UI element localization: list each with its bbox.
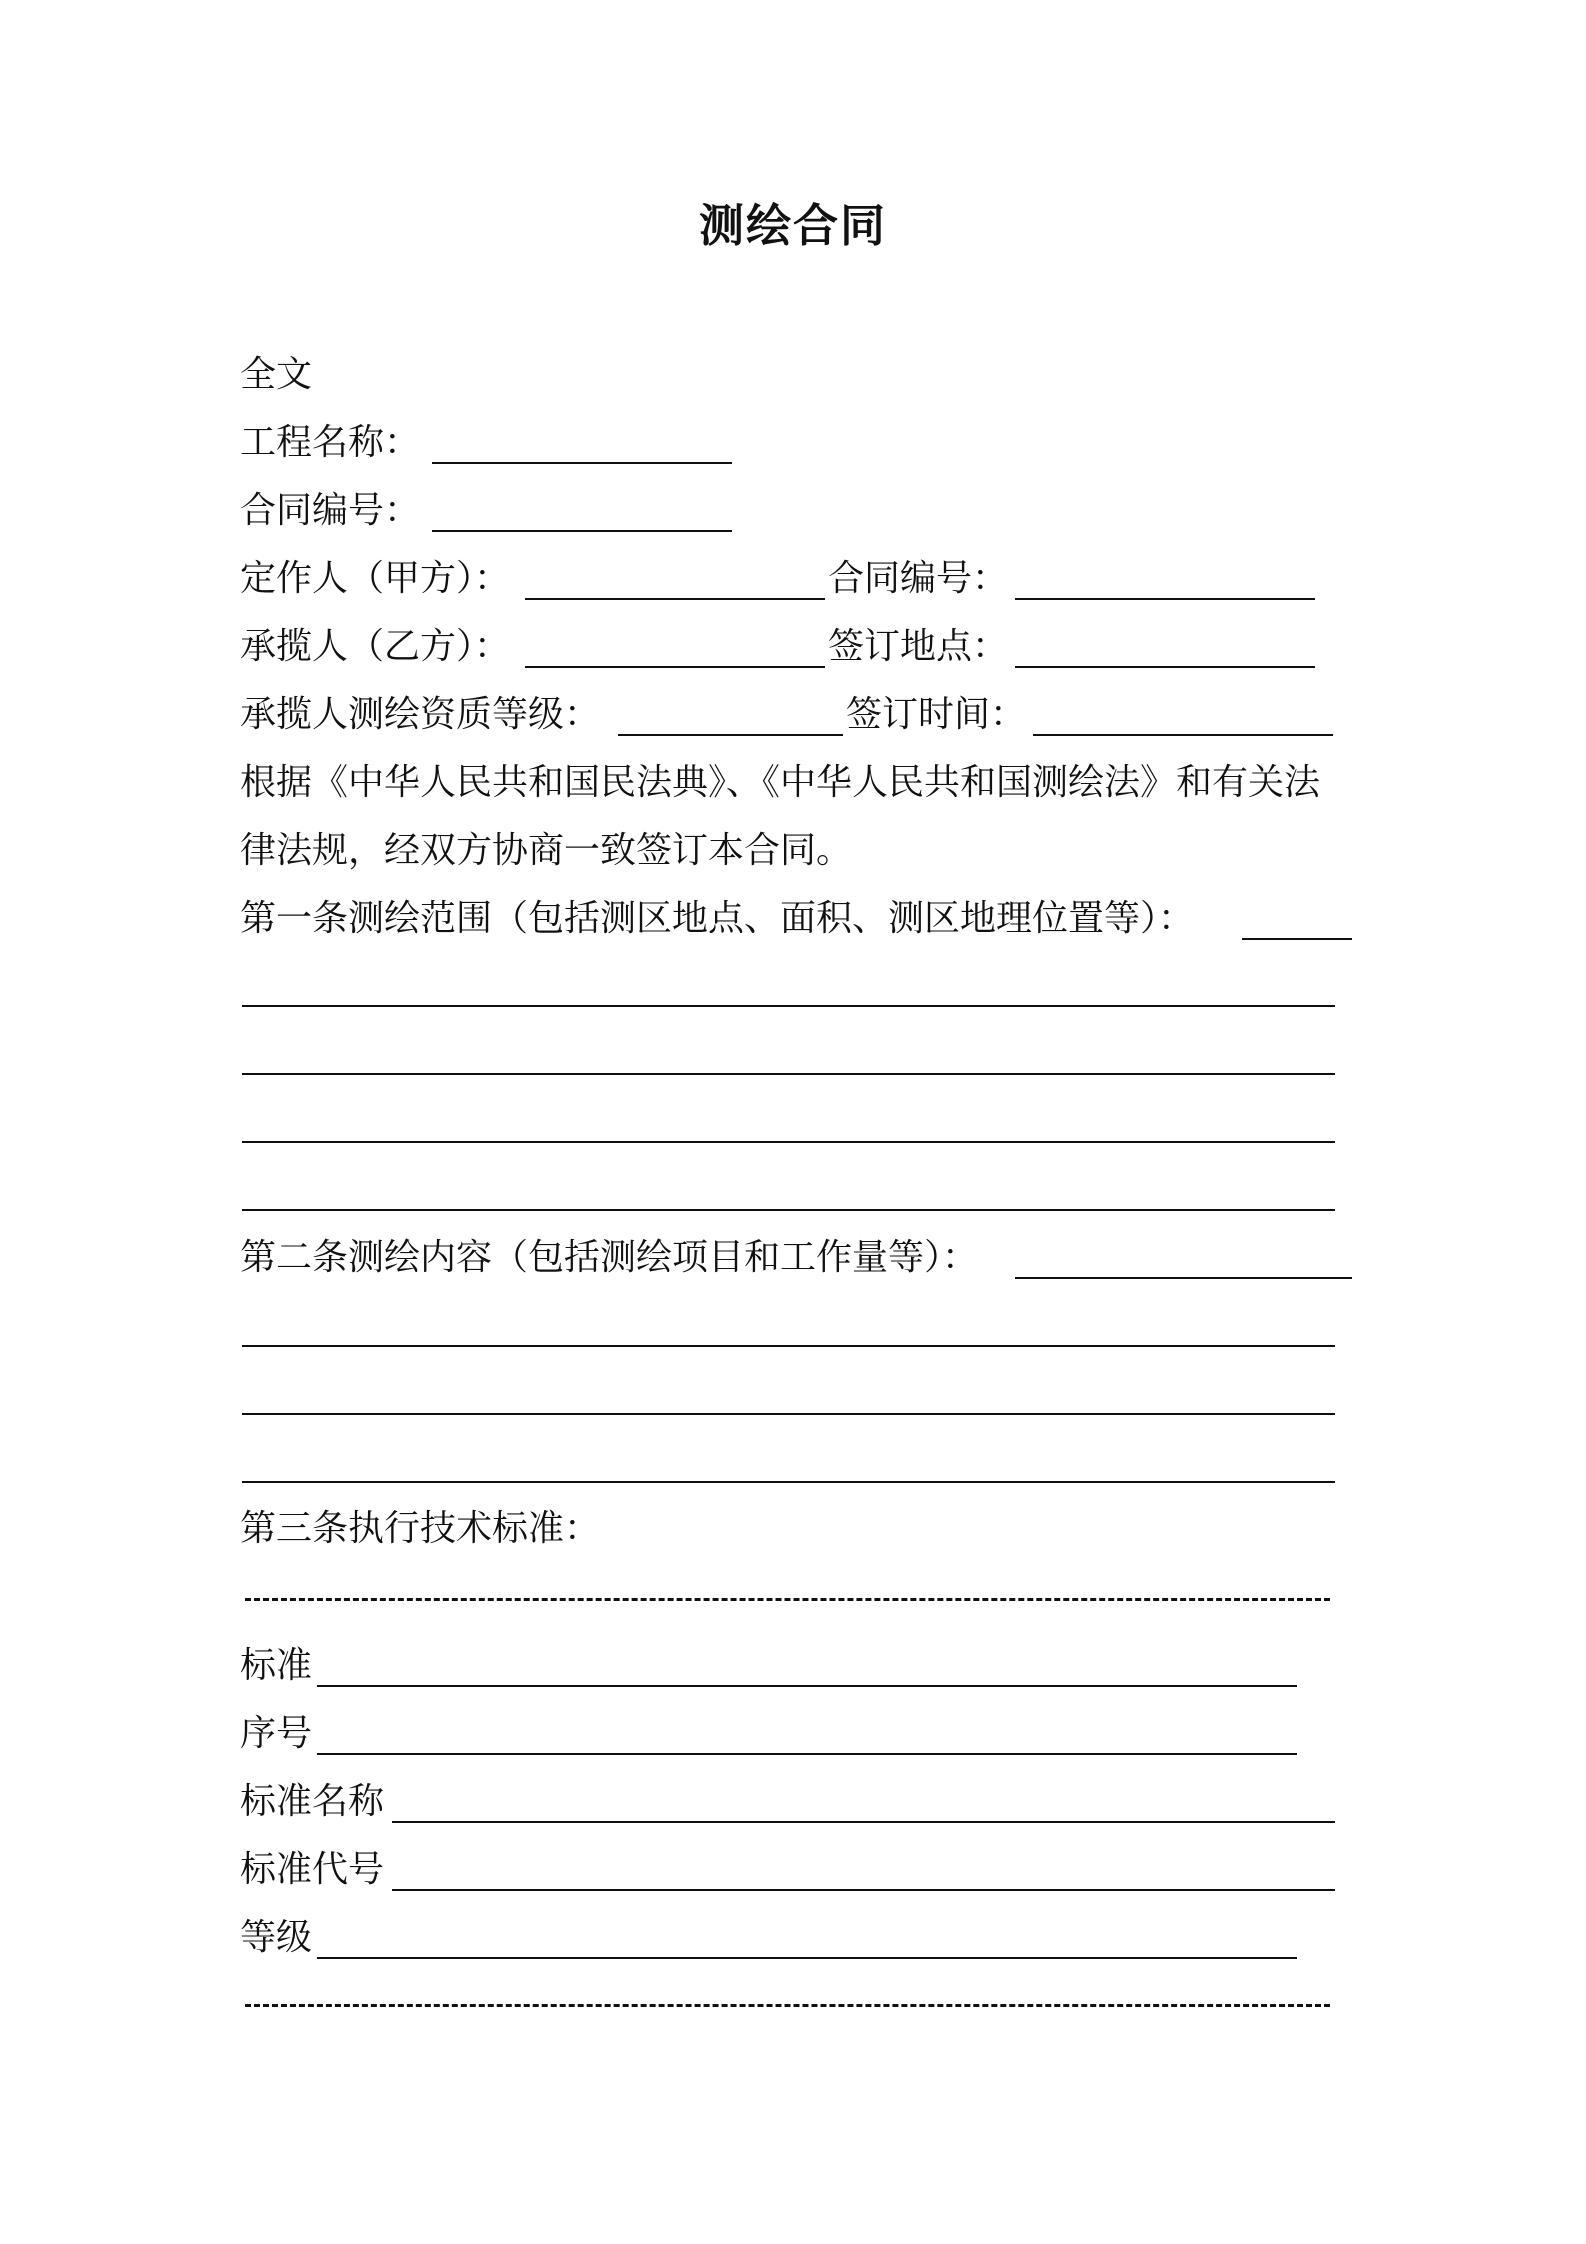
contract-no-blank[interactable] bbox=[432, 530, 732, 532]
party-a-blank[interactable] bbox=[525, 598, 825, 600]
sign-place-blank[interactable] bbox=[1015, 666, 1315, 668]
serial-blank[interactable] bbox=[317, 1753, 1297, 1755]
grade-label: 等级 bbox=[240, 1917, 313, 1958]
standard-code-blank[interactable] bbox=[392, 1889, 1335, 1891]
party-b-label: 承揽人（乙方）： bbox=[240, 626, 511, 667]
party-b-blank[interactable] bbox=[525, 666, 825, 668]
preamble-line-1: 根据《中华人民共和国民法典》、《中华人民共和国测绘法》和有关法 bbox=[240, 762, 1321, 803]
article-1-blank-line[interactable] bbox=[242, 1209, 1335, 1211]
grade-blank[interactable] bbox=[317, 1957, 1297, 1959]
article-3-heading: 第三条执行技术标准： bbox=[240, 1508, 601, 1549]
article-1-blank-line[interactable] bbox=[242, 1141, 1335, 1143]
article-1-blank-line[interactable] bbox=[242, 1073, 1335, 1075]
article-1-blank-line[interactable] bbox=[242, 1005, 1335, 1007]
standard-blank[interactable] bbox=[317, 1685, 1297, 1687]
contract-no-2-blank[interactable] bbox=[1015, 598, 1315, 600]
qualification-label: 承揽人测绘资质等级： bbox=[240, 694, 601, 735]
article-1-blank-inline[interactable] bbox=[1242, 938, 1352, 940]
article-2-heading: 第二条测绘内容（包括测绘项目和工作量等）： bbox=[240, 1237, 979, 1278]
preamble-line-2: 律法规，经双方协商一致签订本合同。 bbox=[240, 830, 853, 871]
table-top-dashed-rule bbox=[245, 1598, 1330, 1601]
standard-name-label: 标准名称 bbox=[240, 1781, 385, 1822]
article-2-blank-line[interactable] bbox=[242, 1413, 1335, 1415]
party-a-label: 定作人（甲方）： bbox=[240, 558, 511, 599]
article-2-blank-line[interactable] bbox=[242, 1481, 1335, 1483]
full-text-heading: 全文 bbox=[240, 354, 313, 395]
project-name-blank[interactable] bbox=[432, 462, 732, 464]
article-2-blank-line[interactable] bbox=[242, 1345, 1335, 1347]
article-2-blank-inline[interactable] bbox=[1015, 1277, 1352, 1279]
sign-time-label: 签订时间： bbox=[846, 694, 1027, 735]
standard-code-label: 标准代号 bbox=[240, 1849, 385, 1890]
standard-name-blank[interactable] bbox=[392, 1821, 1335, 1823]
project-name-label: 工程名称： bbox=[240, 422, 421, 463]
qualification-blank[interactable] bbox=[618, 734, 843, 736]
article-1-heading: 第一条测绘范围（包括测区地点、面积、测区地理位置等）： bbox=[240, 898, 1195, 939]
contract-no-2-label: 合同编号： bbox=[828, 558, 1009, 599]
sign-place-label: 签订地点： bbox=[828, 626, 1009, 667]
document-title: 测绘合同 bbox=[698, 199, 887, 252]
table-bottom-dashed-rule bbox=[245, 2004, 1330, 2007]
serial-label: 序号 bbox=[240, 1713, 313, 1754]
sign-time-blank[interactable] bbox=[1033, 734, 1333, 736]
standard-label: 标准 bbox=[240, 1645, 313, 1686]
contract-no-label: 合同编号： bbox=[240, 490, 421, 531]
